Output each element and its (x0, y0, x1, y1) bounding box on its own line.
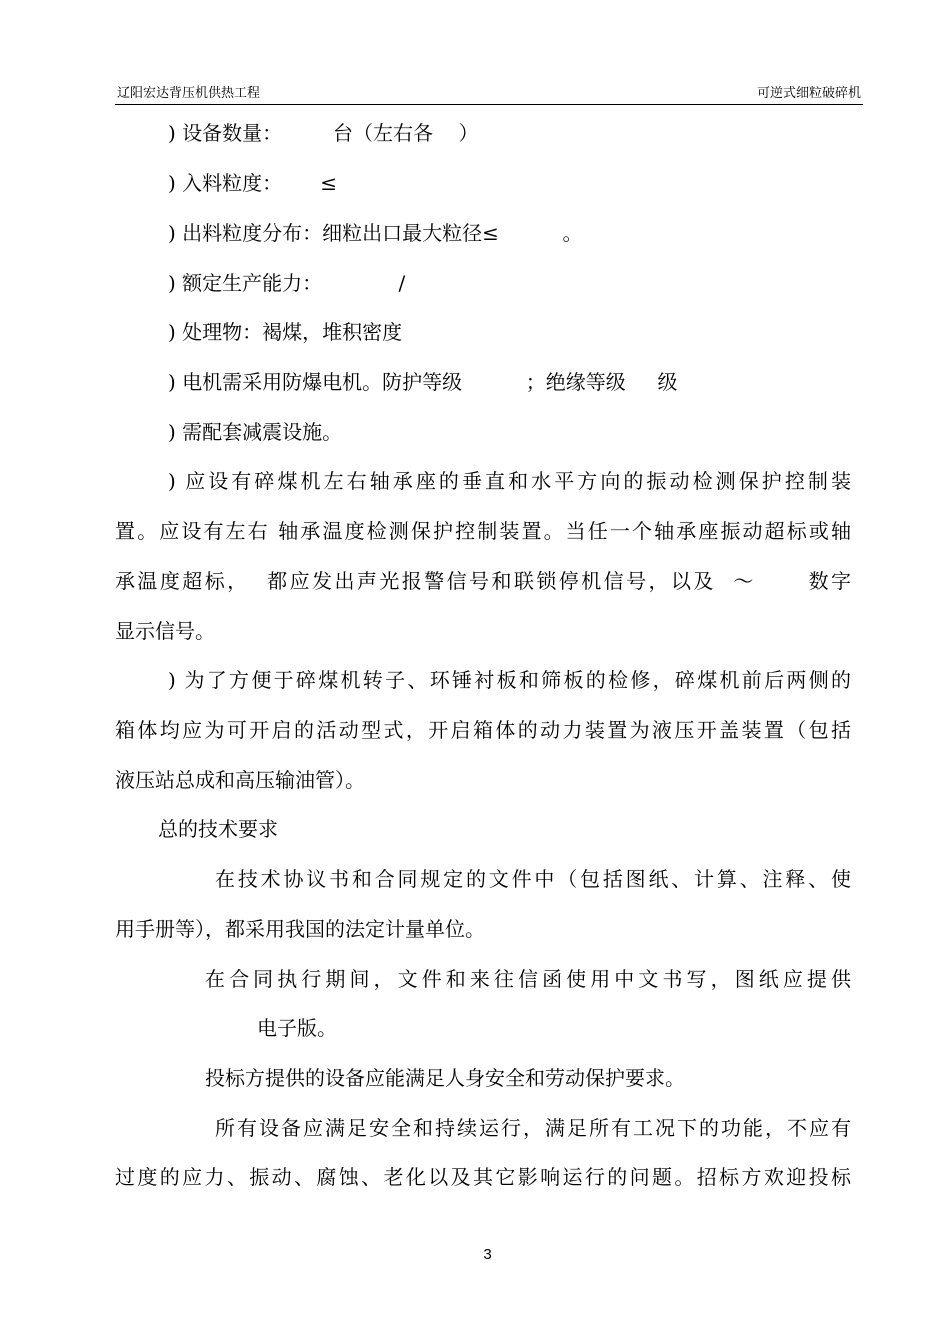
section-heading-general-requirements: 总的技术要求 (158, 817, 278, 841)
spec-line-damping: ) 需配套减震设施。 (168, 420, 343, 444)
units-paragraph-line-1: 在技术协议书和合同规定的文件中（包括图纸、计算、注释、使 (215, 867, 851, 891)
vibration-paragraph-line-3: 承温度超标， 都应发出声光报警信号和联锁停机信号，以及 ～ 数字 (115, 569, 851, 593)
header-document-title: 可逆式细粒破碎机 (756, 86, 861, 101)
language-paragraph-line-1: 在合同执行期间，文件和来往信函使用中文书写，图纸应提供 (205, 967, 851, 991)
page-number: 3 (483, 1246, 492, 1263)
vibration-paragraph-line-1: ) 应设有碎煤机左右轴承座的垂直和水平方向的振动检测保护控制装 (168, 469, 851, 493)
operation-paragraph-line-2: 过度的应力、振动、腐蚀、老化以及其它影响运行的问题。招标方欢迎投标 (115, 1165, 851, 1189)
spec-line-output-size: ) 出料粒度分布：细粒出口最大粒径≤ 。 (168, 221, 583, 245)
vibration-paragraph-line-4: 显示信号。 (115, 619, 215, 643)
header-project-name: 辽阳宏达背压机供热工程 (117, 86, 261, 101)
spec-line-material: ) 处理物：褐煤，堆积密度 (168, 320, 403, 344)
language-paragraph-line-2: 电子版。 (257, 1016, 337, 1040)
maintenance-paragraph-line-3: 液压站总成和高压输油管）。 (115, 768, 365, 792)
safety-paragraph: 投标方提供的设备应能满足人身安全和劳动保护要求。 (205, 1066, 685, 1090)
maintenance-paragraph-line-1: ) 为了方便于碎煤机转子、环锤衬板和筛板的检修，碎煤机前后两侧的 (168, 668, 851, 692)
maintenance-paragraph-line-2: 箱体均应为可开启的活动型式，开启箱体的动力装置为液压开盖装置（包括 (115, 718, 851, 742)
spec-line-input-size: ) 入料粒度： ≤ (168, 171, 338, 195)
spec-line-capacity: ) 额定生产能力： / (168, 271, 406, 295)
units-paragraph-line-2: 用手册等），都采用我国的法定计量单位。 (115, 917, 485, 941)
spec-line-motor: ) 电机需采用防爆电机。防护等级 ；绝缘等级 级 (168, 370, 678, 394)
vibration-paragraph-line-2: 置。应设有左右 轴承温度检测保护控制装置。当任一个轴承座振动超标或轴 (115, 519, 851, 543)
page-header (115, 84, 863, 105)
operation-paragraph-line-1: 所有设备应满足安全和持续运行，满足所有工况下的功能，不应有 (215, 1116, 851, 1140)
spec-line-quantity: ) 设备数量： 台（左右各 ） (168, 121, 479, 145)
